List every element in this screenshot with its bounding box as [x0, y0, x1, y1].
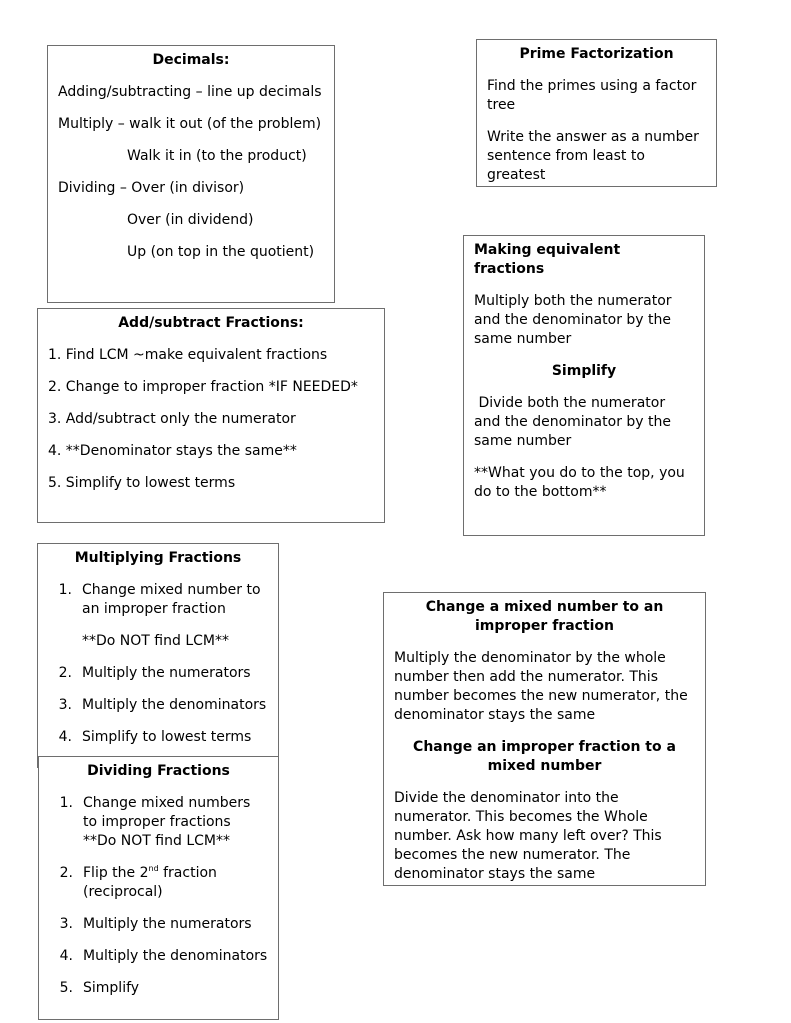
- list-text: [83, 864, 268, 902]
- mixed-improper-box: [383, 592, 706, 886]
- multiplying-fractions-title: Multiplying Fractions: [74, 550, 242, 566]
- dividing-fractions-title: Dividing Fractions: [87, 763, 230, 779]
- prime-factorization-p2: Write the answer as a number sentence from least to greatest: [487, 129, 699, 183]
- decimals-add-sub: Adding/subtracting – line up decimals: [58, 84, 322, 100]
- list-text: Multiply the denominators: [82, 697, 267, 713]
- list-item: [49, 794, 268, 851]
- prime-factorization-p1: Find the primes using a factor tree: [487, 78, 697, 113]
- list-text: Simplify: [83, 980, 140, 996]
- simplify-title: Simplify: [551, 363, 617, 379]
- add-subtract-step: 2. Change to improper fraction *IF NEEDED*: [48, 379, 358, 395]
- prime-factorization-box: [476, 39, 717, 187]
- list-text: Change mixed number to an improper fraction: [82, 582, 261, 617]
- add-subtract-step: 4. **Denominator stays the same**: [48, 443, 297, 459]
- add-subtract-step: 3. Add/subtract only the numerator: [48, 411, 296, 427]
- add-subtract-step: 5. Simplify to lowest terms: [48, 475, 236, 491]
- add-subtract-step: 1. Find LCM ~make equivalent fractions: [48, 347, 328, 363]
- list-item: [48, 696, 268, 715]
- list-item: [48, 581, 268, 619]
- list-text-part: fraction (reciprocal): [83, 865, 222, 900]
- list-item: [49, 915, 268, 934]
- decimals-multiply: Multiply – walk it out (of the problem): [58, 116, 322, 132]
- list-text: Multiply the denominators: [83, 948, 268, 964]
- list-number: 2.: [59, 865, 73, 881]
- mixed-to-improper-title: Change a mixed number to an improper fraction: [425, 599, 664, 634]
- list-number: 4.: [58, 729, 72, 745]
- equivalent-fractions-box: [463, 235, 705, 536]
- list-item: [49, 864, 268, 902]
- list-number: 5.: [59, 980, 73, 996]
- mixed-to-improper-text: Multiply the denominator by the whole number then add the numerator. This number becomes the new numerator, the denominator stays the same: [394, 650, 688, 723]
- multiplying-note: **Do NOT find LCM**: [82, 633, 229, 649]
- decimals-divide-2: Over (in dividend): [127, 212, 254, 228]
- multiplying-fractions-box: [37, 543, 279, 768]
- list-item: [48, 664, 268, 683]
- list-item: [48, 728, 268, 747]
- add-subtract-title: Add/subtract Fractions:: [118, 315, 304, 331]
- improper-to-mixed-title: Change an improper fraction to a mixed number: [413, 739, 676, 774]
- list-text-part: Flip the 2: [83, 865, 149, 881]
- add-subtract-fractions-box: [37, 308, 385, 523]
- list-text: Change mixed numbers to improper fractions **Do NOT find LCM**: [83, 795, 251, 849]
- equivalent-fractions-p3: **What you do to the top, you do to the bottom**: [474, 465, 685, 500]
- list-item: [49, 947, 268, 966]
- dividing-fractions-box: [38, 756, 279, 1020]
- equivalent-fractions-p1: Multiply both the numerator and the denominator by the same number: [474, 293, 672, 347]
- decimals-title: Decimals:: [152, 52, 230, 68]
- list-number: 1.: [58, 582, 72, 598]
- ordinal-suffix: nd: [148, 864, 159, 873]
- equivalent-fractions-p2: Divide both the numerator and the denominator by the same number: [474, 395, 676, 449]
- list-text: Simplify to lowest terms: [82, 729, 252, 745]
- list-number: 4.: [59, 948, 73, 964]
- decimals-divide: Dividing – Over (in divisor): [58, 180, 245, 196]
- equivalent-fractions-title: Making equivalent fractions: [474, 242, 621, 277]
- list-number: 3.: [59, 916, 73, 932]
- list-text: Multiply the numerators: [82, 665, 251, 681]
- prime-factorization-title: Prime Factorization: [519, 46, 674, 62]
- decimals-divide-3: Up (on top in the quotient): [127, 244, 315, 260]
- improper-to-mixed-text: Divide the denominator into the numerator. This becomes the Whole number. Ask how many left over? This becomes the new numerator. The denominator stays the same: [394, 790, 662, 882]
- list-item: [49, 979, 268, 998]
- list-number: 3.: [58, 697, 72, 713]
- list-text: Multiply the numerators: [83, 916, 252, 932]
- list-number: 1.: [59, 795, 73, 811]
- list-number: 2.: [58, 665, 72, 681]
- decimals-multiply-2: Walk it in (to the product): [127, 148, 307, 164]
- decimals-box: [47, 45, 335, 303]
